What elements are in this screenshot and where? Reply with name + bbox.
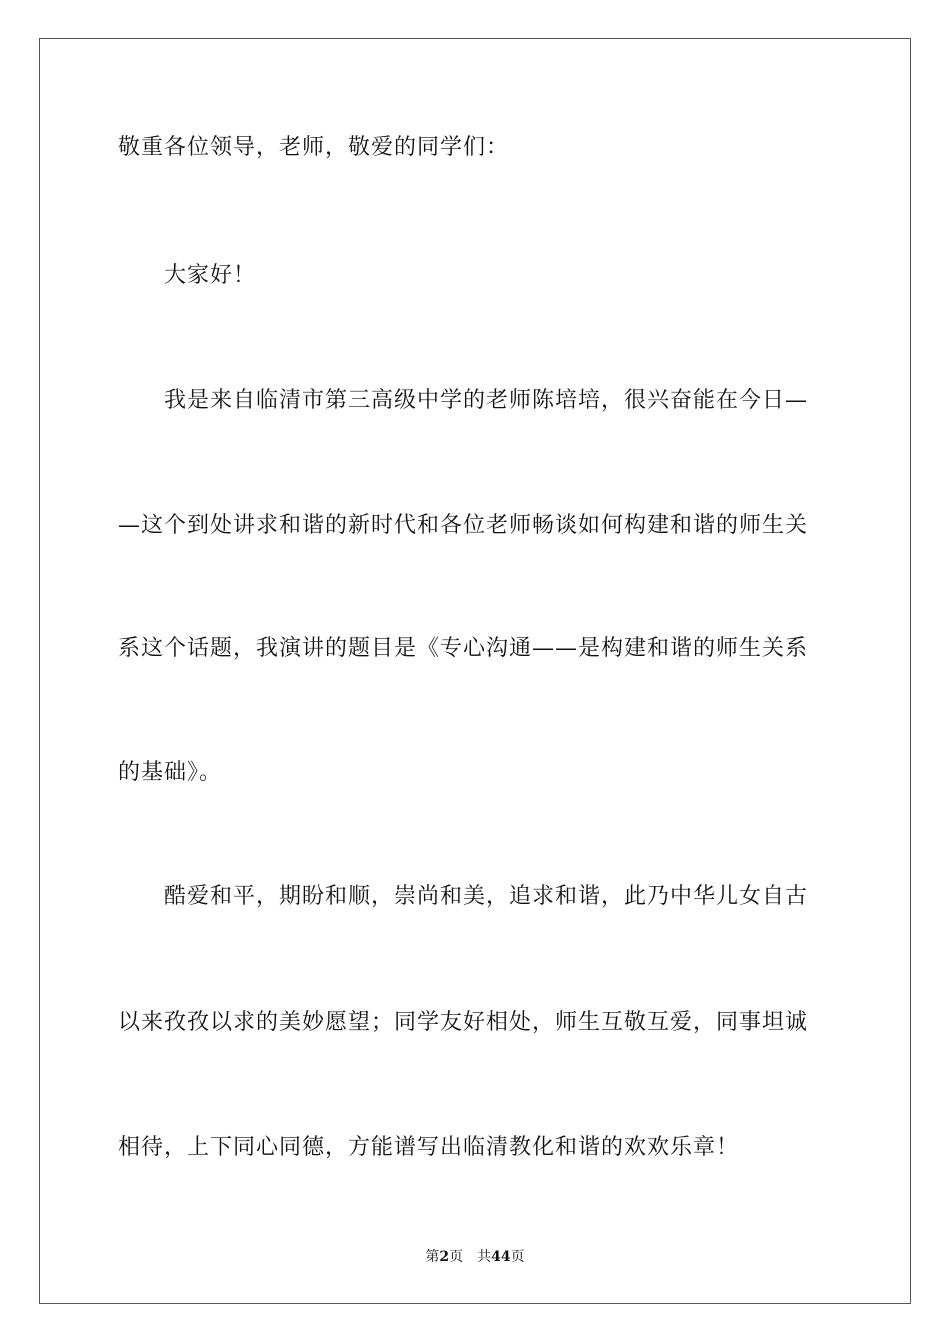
total-suffix: 页 (510, 1249, 525, 1265)
greeting-line: 大家好！ (164, 263, 257, 288)
total-prefix: 共 (477, 1249, 492, 1265)
total-pages: 44 (491, 1249, 511, 1265)
paragraph-line: 以来孜孜以求的美妙愿望；同学友好相处，师生互敬互爱，同事坦诚 (118, 1010, 809, 1035)
page-footer (0, 1248, 950, 1266)
paragraph-line: 系这个话题，我演讲的题目是《专心沟通——是构建和谐的师生关系 (118, 636, 809, 661)
paragraph-line: —这个到处讲求和谐的新时代和各位老师畅谈如何构建和谐的师生关 (118, 513, 809, 538)
page-frame (39, 38, 911, 1304)
page-suffix: 页 (449, 1249, 464, 1265)
page-prefix: 第 (425, 1249, 440, 1265)
salutation-line: 敬重各位领导，老师，敬爱的同学们： (118, 135, 510, 160)
paragraph-line: 的基础》。 (118, 760, 223, 785)
paragraph-line: 酷爱和平，期盼和顺，崇尚和美，追求和谐，此乃中华儿女自古 (164, 884, 809, 909)
paragraph-line: 我是来自临清市第三高级中学的老师陈培培，很兴奋能在今日— (164, 388, 809, 413)
page-number: 2 (439, 1249, 450, 1265)
paragraph-line: 相待，上下同心同德，方能谱写出临清教化和谐的欢欢乐章！ (118, 1135, 740, 1160)
